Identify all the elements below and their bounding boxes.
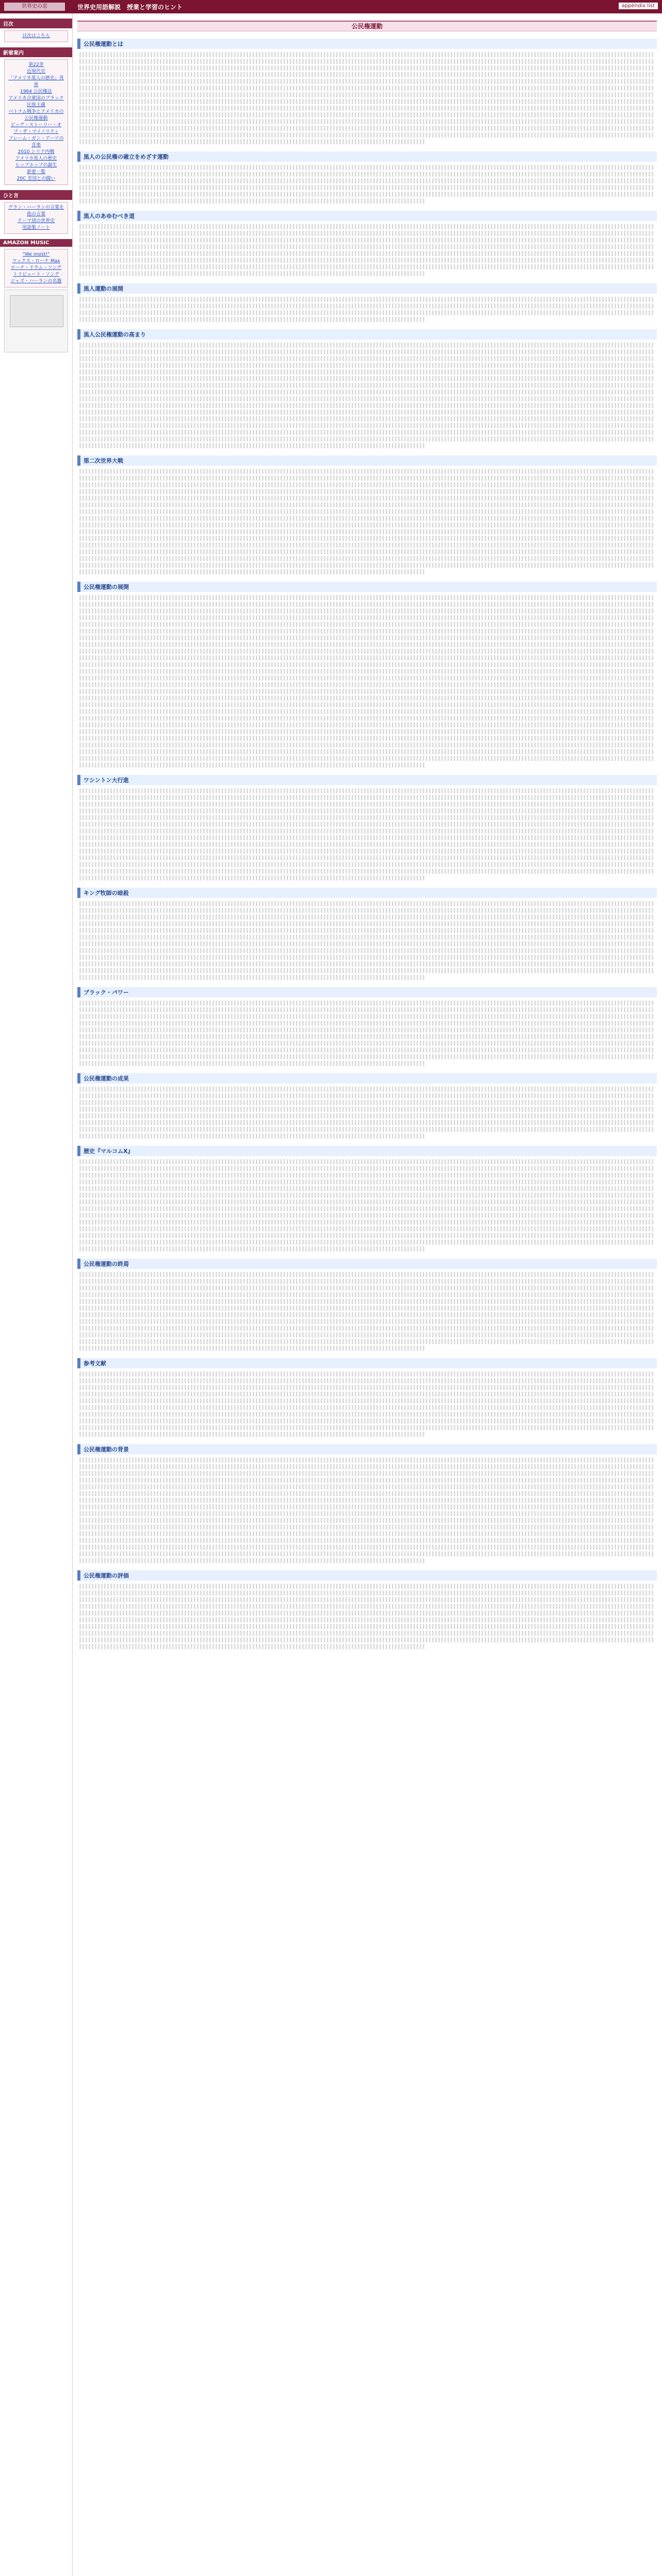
- text-line: [79, 52, 655, 57]
- text-line: [79, 1597, 655, 1602]
- article-section: [77, 211, 657, 276]
- text-line: [79, 1385, 655, 1390]
- text-line: [79, 543, 655, 548]
- text-line: [79, 1484, 655, 1489]
- album-art: [10, 295, 63, 327]
- text-line: [79, 119, 655, 124]
- section-body: [79, 52, 655, 144]
- text-line: [79, 835, 655, 840]
- text-line: [79, 696, 655, 701]
- text-line: [79, 1604, 655, 1609]
- text-line: [79, 602, 655, 607]
- article-section: [77, 1444, 657, 1563]
- text-line: [79, 1504, 655, 1510]
- text-line: [79, 185, 655, 190]
- text-line: [79, 1113, 655, 1118]
- text-line: [79, 669, 655, 674]
- text-line: [79, 869, 655, 874]
- text-line: [79, 86, 655, 91]
- section-body: [79, 1001, 655, 1066]
- sidebar-link[interactable]: ローチ・ドラム・ソング: [10, 265, 62, 270]
- text-line: [79, 1133, 425, 1139]
- text-line: [79, 595, 655, 600]
- section-heading: 黒人のあゆむべき道: [77, 211, 657, 221]
- sidebar-link[interactable]: "We insist!": [22, 252, 50, 257]
- text-line: [79, 1319, 655, 1324]
- text-line: [79, 423, 655, 428]
- text-line: [79, 1233, 655, 1238]
- text-line: [79, 1007, 655, 1012]
- text-line: [79, 1471, 655, 1476]
- text-line: [79, 802, 655, 807]
- text-line: [79, 416, 655, 421]
- text-line: [79, 862, 655, 867]
- text-line: [79, 849, 655, 854]
- text-line: [79, 396, 655, 401]
- sidebar-section-title: 目次: [0, 19, 72, 28]
- text-line: [79, 363, 655, 368]
- text-line: [79, 842, 655, 847]
- text-line: [79, 79, 655, 84]
- text-line: [79, 629, 655, 634]
- section-heading: 第二次世界大戦: [77, 455, 657, 466]
- text-line: [79, 1644, 425, 1649]
- text-line: [79, 469, 655, 474]
- text-line: [79, 1392, 655, 1397]
- sidebar-link[interactable]: ベトナム戦争とアメリカの公民権運動: [8, 109, 64, 121]
- text-line: [79, 1213, 655, 1218]
- text-line: [79, 349, 655, 354]
- section-heading: 公民権運動とは: [77, 39, 657, 49]
- text-line: [79, 112, 655, 117]
- text-line: [79, 529, 655, 534]
- text-line: [79, 908, 655, 913]
- text-line: [79, 1458, 655, 1463]
- section-heading: 公民権運動の評価: [77, 1570, 657, 1581]
- text-line: [79, 244, 655, 249]
- text-line: [79, 968, 655, 973]
- article-section: [77, 151, 657, 204]
- text-line: [79, 1087, 655, 1092]
- text-line: [79, 1279, 655, 1284]
- text-line: [79, 1418, 655, 1423]
- text-line: [79, 1611, 655, 1616]
- section-body: [79, 224, 655, 276]
- article-section: [77, 1358, 657, 1437]
- section-body: [79, 901, 655, 980]
- text-line: [79, 1405, 655, 1410]
- text-line: [79, 476, 655, 481]
- article-section: [77, 1570, 657, 1649]
- article-section: [77, 455, 657, 574]
- article-section: [77, 329, 657, 448]
- text-line: [79, 178, 655, 183]
- text-line: [79, 1371, 655, 1377]
- text-line: [79, 297, 655, 302]
- text-line: [79, 1021, 655, 1026]
- text-line: [79, 251, 655, 256]
- text-line: [79, 516, 655, 521]
- text-line: [79, 1047, 655, 1053]
- text-line: [79, 828, 655, 834]
- text-line: [79, 815, 655, 820]
- text-line: [79, 948, 655, 953]
- text-line: [79, 1246, 425, 1251]
- text-line: [79, 729, 655, 734]
- text-line: [79, 1491, 655, 1496]
- text-line: [79, 709, 655, 714]
- text-line: [79, 901, 655, 906]
- article-section: [77, 888, 657, 980]
- text-line: [79, 1339, 655, 1344]
- text-line: [79, 615, 655, 620]
- text-line: [79, 389, 655, 395]
- text-line: [79, 356, 655, 361]
- text-line: [79, 1240, 655, 1245]
- text-line: [79, 914, 655, 920]
- text-line: [79, 410, 655, 415]
- section-body: [79, 595, 655, 768]
- section-heading: 黒人運動の展開: [77, 283, 657, 294]
- text-line: [79, 59, 655, 64]
- sidebar-box: [4, 249, 68, 287]
- site-logo[interactable]: 世界史の窓: [4, 3, 65, 11]
- section-heading: 公民権運動の背景: [77, 1444, 657, 1454]
- sidebar: [0, 13, 73, 2576]
- top-bar: [0, 0, 662, 13]
- text-line: [79, 1206, 655, 1211]
- text-line: [79, 822, 655, 827]
- section-body: [79, 1584, 655, 1649]
- article-section: [77, 1073, 657, 1139]
- text-line: [79, 1014, 655, 1019]
- text-line: [79, 788, 655, 793]
- text-line: [79, 1425, 655, 1430]
- text-line: [79, 522, 655, 528]
- text-line: [79, 855, 655, 860]
- text-line: [79, 198, 425, 204]
- text-line: [79, 1186, 655, 1191]
- text-line: [79, 489, 655, 494]
- sidebar-box: [4, 30, 68, 42]
- text-line: [79, 310, 655, 315]
- text-line: [79, 1590, 655, 1596]
- text-line: [79, 1531, 655, 1536]
- sidebar-link[interactable]: 新着一覧: [26, 170, 45, 175]
- section-heading: 歴史『マルコムX』: [77, 1146, 657, 1156]
- text-line: [79, 1100, 655, 1105]
- text-line: [79, 1193, 655, 1198]
- text-line: [79, 928, 655, 933]
- text-line: [79, 642, 655, 647]
- text-line: [79, 1034, 655, 1039]
- text-line: [79, 1299, 655, 1304]
- text-line: [79, 1272, 655, 1277]
- text-line: [79, 689, 655, 694]
- text-line: [79, 635, 655, 640]
- text-line: [79, 682, 655, 687]
- text-line: [79, 482, 655, 487]
- text-line: [79, 1127, 655, 1132]
- text-line: [79, 1518, 655, 1523]
- text-line: [79, 795, 655, 800]
- article-section: [77, 775, 657, 880]
- text-line: [79, 224, 655, 229]
- sidebar-box: [4, 202, 68, 234]
- sidebar-link[interactable]: 第22章: [28, 62, 44, 67]
- text-line: [79, 875, 425, 880]
- text-line: [79, 1041, 655, 1046]
- text-line: [79, 1199, 655, 1205]
- text-line: [79, 1378, 655, 1383]
- section-body: [79, 1272, 655, 1351]
- text-line: [79, 502, 655, 507]
- text-line: [79, 496, 655, 501]
- text-line: [79, 1326, 655, 1331]
- section-body: [79, 165, 655, 204]
- text-line: [79, 139, 425, 144]
- article-section: [77, 283, 657, 322]
- sidebar-link[interactable]: マックス・ローチ Max: [12, 259, 60, 264]
- text-line: [79, 1219, 655, 1225]
- text-line: [79, 303, 655, 309]
- section-heading: 公民権運動の成果: [77, 1073, 657, 1083]
- sidebar-link[interactable]: フレーム・ガン・アーツの音楽: [8, 136, 64, 148]
- sidebar-link[interactable]: 「アメリカ黒人の歴史」英単: [8, 76, 64, 88]
- section-body: [79, 469, 655, 574]
- text-line: [79, 1332, 655, 1337]
- sidebar-link[interactable]: 20C 差別との闘い: [16, 176, 56, 181]
- text-line: [79, 343, 655, 348]
- text-line: [79, 1166, 655, 1171]
- text-line: [79, 509, 655, 514]
- text-line: [79, 383, 655, 388]
- text-line: [79, 106, 655, 111]
- site-title: 世界史用語解説 授業と学習のヒント: [77, 4, 183, 11]
- text-line: [79, 1054, 655, 1059]
- text-line: [79, 1538, 655, 1543]
- text-line: [79, 1120, 655, 1125]
- text-line: [79, 1631, 655, 1636]
- text-line: [79, 1545, 655, 1550]
- section-body: [79, 788, 655, 880]
- text-line: [79, 955, 655, 960]
- article-section: [77, 39, 657, 144]
- sidebar-link[interactable]: 近現代史: [26, 69, 45, 74]
- text-line: [79, 443, 425, 448]
- text-line: [79, 126, 655, 131]
- text-line: [79, 1478, 655, 1483]
- section-heading: ワシントン大行進: [77, 775, 657, 785]
- text-line: [79, 935, 655, 940]
- sidebar-link[interactable]: アメリカ合衆国のブラック民族主義: [8, 96, 64, 108]
- section-heading: 黒人公民権運動の高まり: [77, 329, 657, 340]
- text-line: [79, 317, 425, 322]
- text-line: [79, 675, 655, 681]
- section-body: [79, 1371, 655, 1437]
- sidebar-link[interactable]: 目次はこちら: [22, 33, 50, 39]
- text-line: [79, 1292, 655, 1297]
- sidebar-section-title: AMAZON MUSIC: [0, 239, 72, 247]
- text-line: [79, 1159, 655, 1164]
- appendix-link[interactable]: appendix list: [619, 3, 658, 9]
- text-line: [79, 808, 655, 814]
- sidebar-section-title: 新着案内: [0, 47, 72, 57]
- text-line: [79, 569, 425, 574]
- article-section: [77, 1146, 657, 1251]
- sidebar-link[interactable]: テーマ別の世界史: [17, 218, 55, 224]
- text-line: [79, 1624, 655, 1629]
- text-line: [79, 1558, 425, 1563]
- text-line: [79, 1346, 425, 1351]
- sidebar-link[interactable]: トリビュート・ソング: [13, 272, 59, 277]
- text-line: [79, 1637, 655, 1642]
- text-line: [79, 1524, 655, 1530]
- text-line: [79, 749, 655, 754]
- sidebar-link[interactable]: ジャズ・ハーランの名盤: [10, 279, 62, 284]
- text-line: [79, 762, 425, 768]
- text-line: [79, 549, 655, 554]
- text-line: [79, 99, 655, 104]
- section-heading: 参考文献: [77, 1358, 657, 1368]
- sidebar-link[interactable]: 用語集ノート: [22, 225, 50, 230]
- article-section: [77, 582, 657, 768]
- text-line: [79, 1398, 655, 1403]
- text-line: [79, 716, 655, 721]
- text-line: [79, 662, 655, 667]
- text-line: [79, 1107, 655, 1112]
- sidebar-section-title: ひと言: [0, 190, 72, 200]
- text-line: [79, 1511, 655, 1516]
- sidebar-link[interactable]: 他の言葉: [26, 212, 45, 217]
- text-line: [79, 1173, 655, 1178]
- text-line: [79, 563, 655, 568]
- text-line: [79, 369, 655, 375]
- text-line: [79, 1001, 655, 1006]
- text-line: [79, 649, 655, 654]
- text-line: [79, 172, 655, 177]
- text-line: [79, 1412, 655, 1417]
- section-body: [79, 1087, 655, 1139]
- sidebar-link[interactable]: アメリカ黒人の歴史: [15, 156, 57, 161]
- text-line: [79, 536, 655, 541]
- text-line: [79, 756, 655, 761]
- section-heading: 公民権運動の展開: [77, 582, 657, 592]
- text-line: [79, 231, 655, 236]
- section-heading: 公民権運動の終焉: [77, 1259, 657, 1269]
- text-line: [79, 975, 425, 980]
- text-line: [79, 1432, 425, 1437]
- text-line: [79, 556, 655, 561]
- text-line: [79, 65, 655, 71]
- sidebar-link[interactable]: グラン・ハーランの言葉を: [8, 205, 64, 210]
- text-line: [79, 1093, 655, 1098]
- text-line: [79, 1584, 655, 1589]
- text-line: [79, 1551, 655, 1556]
- sidebar-link[interactable]: ヒップホップの誕生: [15, 163, 57, 168]
- sidebar-box: [4, 59, 68, 185]
- album-cover-image[interactable]: [4, 290, 68, 352]
- text-line: [79, 1226, 655, 1231]
- text-line: [79, 1027, 655, 1032]
- text-line: [79, 264, 655, 269]
- main-content: [77, 21, 657, 1652]
- text-line: [79, 238, 655, 243]
- sidebar-link[interactable]: 1964 公民権法: [20, 89, 52, 94]
- text-line: [79, 258, 655, 263]
- text-line: [79, 961, 655, 967]
- section-body: [79, 1159, 655, 1251]
- text-line: [79, 702, 655, 707]
- text-line: [79, 1285, 655, 1291]
- section-heading: 黒人の公民権の確立をめざす運動: [77, 151, 657, 162]
- text-line: [79, 1312, 655, 1317]
- text-line: [79, 655, 655, 660]
- section-body: [79, 343, 655, 448]
- text-line: [79, 921, 655, 926]
- text-line: [79, 1179, 655, 1184]
- text-line: [79, 436, 655, 442]
- text-line: [79, 1498, 655, 1503]
- text-line: [79, 1306, 655, 1311]
- text-line: [79, 271, 425, 276]
- section-body: [79, 297, 655, 322]
- text-line: [79, 736, 655, 741]
- article-section: [77, 987, 657, 1066]
- text-line: [79, 403, 655, 408]
- text-line: [79, 92, 655, 97]
- text-line: [79, 622, 655, 627]
- text-line: [79, 608, 655, 614]
- sidebar-link[interactable]: 2010 シリア内戦: [18, 149, 55, 155]
- page-title: 公民権運動: [77, 21, 657, 31]
- section-heading: キング牧師の暗殺: [77, 888, 657, 898]
- text-line: [79, 192, 655, 197]
- text-line: [79, 430, 655, 435]
- text-line: [79, 1617, 655, 1622]
- text-line: [79, 72, 655, 77]
- section-body: [79, 1458, 655, 1563]
- text-line: [79, 1061, 425, 1066]
- text-line: [79, 165, 655, 170]
- text-line: [79, 132, 655, 138]
- sidebar-link[interactable]: ビッグ・ストーリー・オブ・ザ・マイノリティ: [10, 123, 62, 134]
- article-section: [77, 1259, 657, 1351]
- text-line: [79, 742, 655, 748]
- text-line: [79, 1464, 655, 1469]
- text-line: [79, 941, 655, 946]
- section-heading: ブラック・パワー: [77, 987, 657, 997]
- text-line: [79, 722, 655, 727]
- text-line: [79, 376, 655, 381]
